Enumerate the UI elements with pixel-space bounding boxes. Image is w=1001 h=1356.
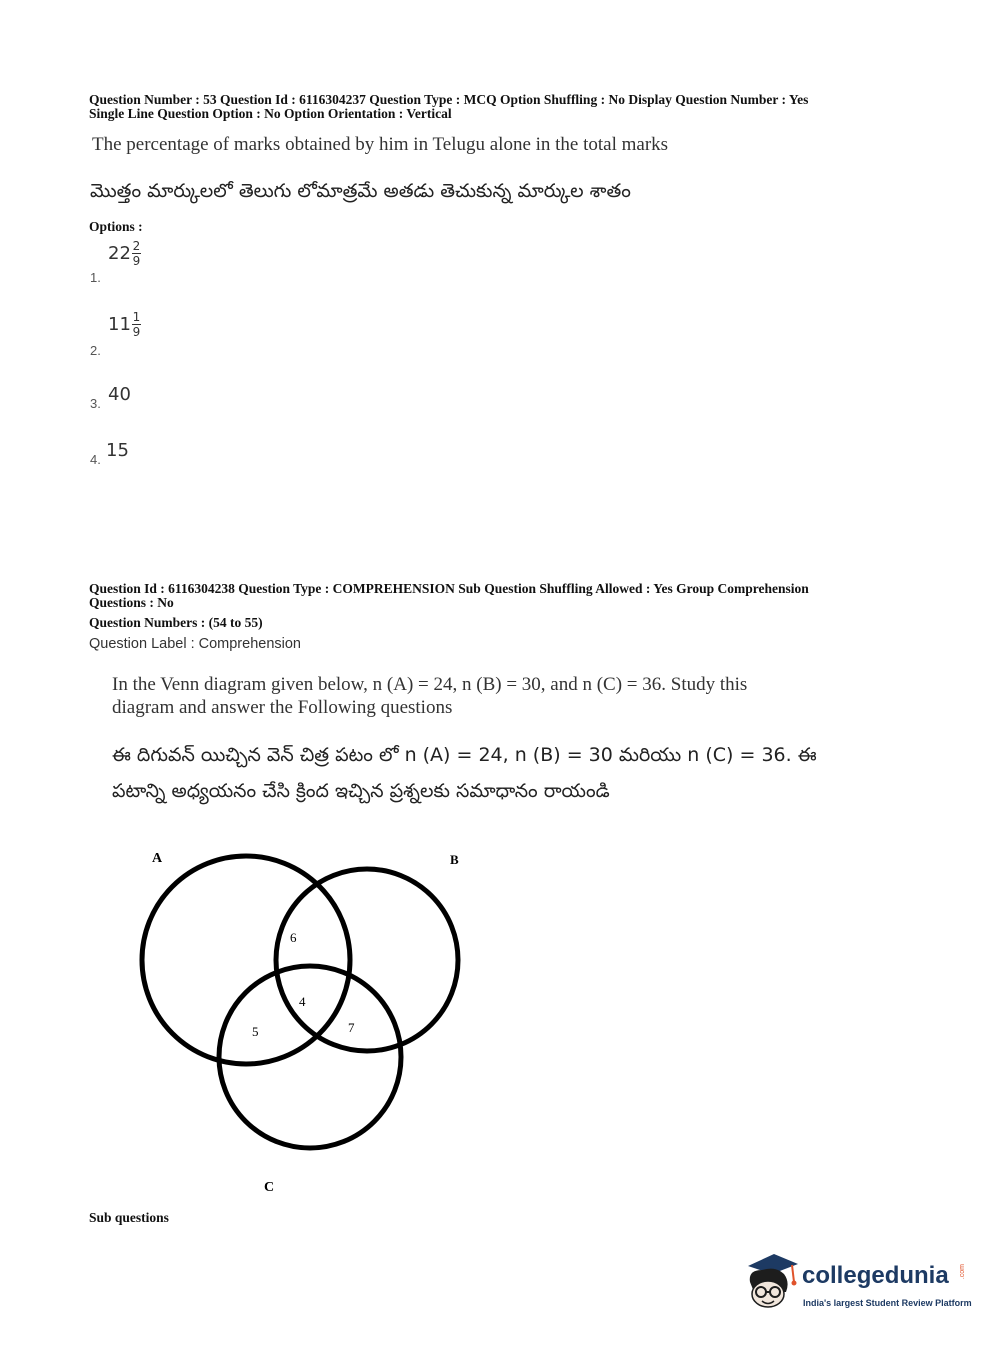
passage-telugu-line1: ఈ దిగువన్ యిచ్చిన వెన్ చిత్ర పటం లో n (A) = 24, n (B) = 30 మరియు n (C) = 36. ఈ [112,744,817,766]
option-4-value: 15 [106,440,129,461]
q53-meta-line2: Single Line Question Option : No Option Orientation : Vertical [89,106,452,121]
venn-region-ab: 6 [290,930,297,945]
passage-english-line2: diagram and answer the Following questions [112,697,453,718]
venn-circle-a [142,856,350,1064]
venn-region-bc: 7 [348,1020,355,1035]
q53-meta-line1: Question Number : 53 Question Id : 6116304237 Question Type : MCQ Option Shuffling : No Display Question Number : Yes [89,92,809,107]
option-1-number: 1. [90,270,101,285]
venn-label-b: B [450,852,459,867]
comp-meta-line2: Questions : No [89,595,174,610]
collegedunia-logo [740,1252,970,1322]
venn-label-a: A [152,851,163,866]
option-2-denominator: 9 [132,325,141,339]
mascot-icon [740,1252,802,1314]
option-3-number: 3. [90,396,101,411]
option-1-numerator: 2 [132,239,141,253]
option-4-number: 4. [90,452,101,467]
q53-stem-telugu: మొత్తం మార్కులలో తెలుగు లోమాత్రమే అతడు తెచుకున్న మార్కుల శాతం [90,180,631,202]
option-2-number: 2. [90,343,101,358]
comp-meta-line1: Question Id : 6116304238 Question Type : COMPREHENSION Sub Question Shuffling Allowed : Yes Group Comprehension [89,581,809,596]
option-3-value: 40 [108,384,131,405]
venn-region-ac: 5 [252,1024,259,1039]
logo-com: .com [959,1264,966,1280]
venn-region-abc: 4 [299,994,306,1009]
option-2-whole: 11 [108,314,131,335]
sub-questions-label: Sub questions [89,1210,169,1225]
options-label: Options : [89,219,143,234]
q53-stem-english: The percentage of marks obtained by him in Telugu alone in the total marks [92,134,669,155]
option-2-numerator: 1 [132,310,141,324]
logo-name: collegedunia [802,1262,949,1289]
venn-label-c: C [264,1180,275,1195]
question-numbers: Question Numbers : (54 to 55) [89,615,263,630]
logo-tagline: India's largest Student Review Platform [803,1298,972,1308]
option-1-whole: 22 [108,243,131,264]
passage-english-line1: In the Venn diagram given below, n (A) = 24, n (B) = 30, and n (C) = 36. Study this [112,674,748,695]
venn-circle-b [276,869,458,1051]
passage-telugu-line2: పటాన్ని అధ్యయనం చేసి క్రింద ఇచ్చిన ప్రశ్నలకు సమాధానం రాయండి [112,780,610,802]
option-1-denominator: 9 [132,254,141,268]
question-label: Question Label : Comprehension [89,636,301,652]
venn-circle-c [219,966,401,1148]
